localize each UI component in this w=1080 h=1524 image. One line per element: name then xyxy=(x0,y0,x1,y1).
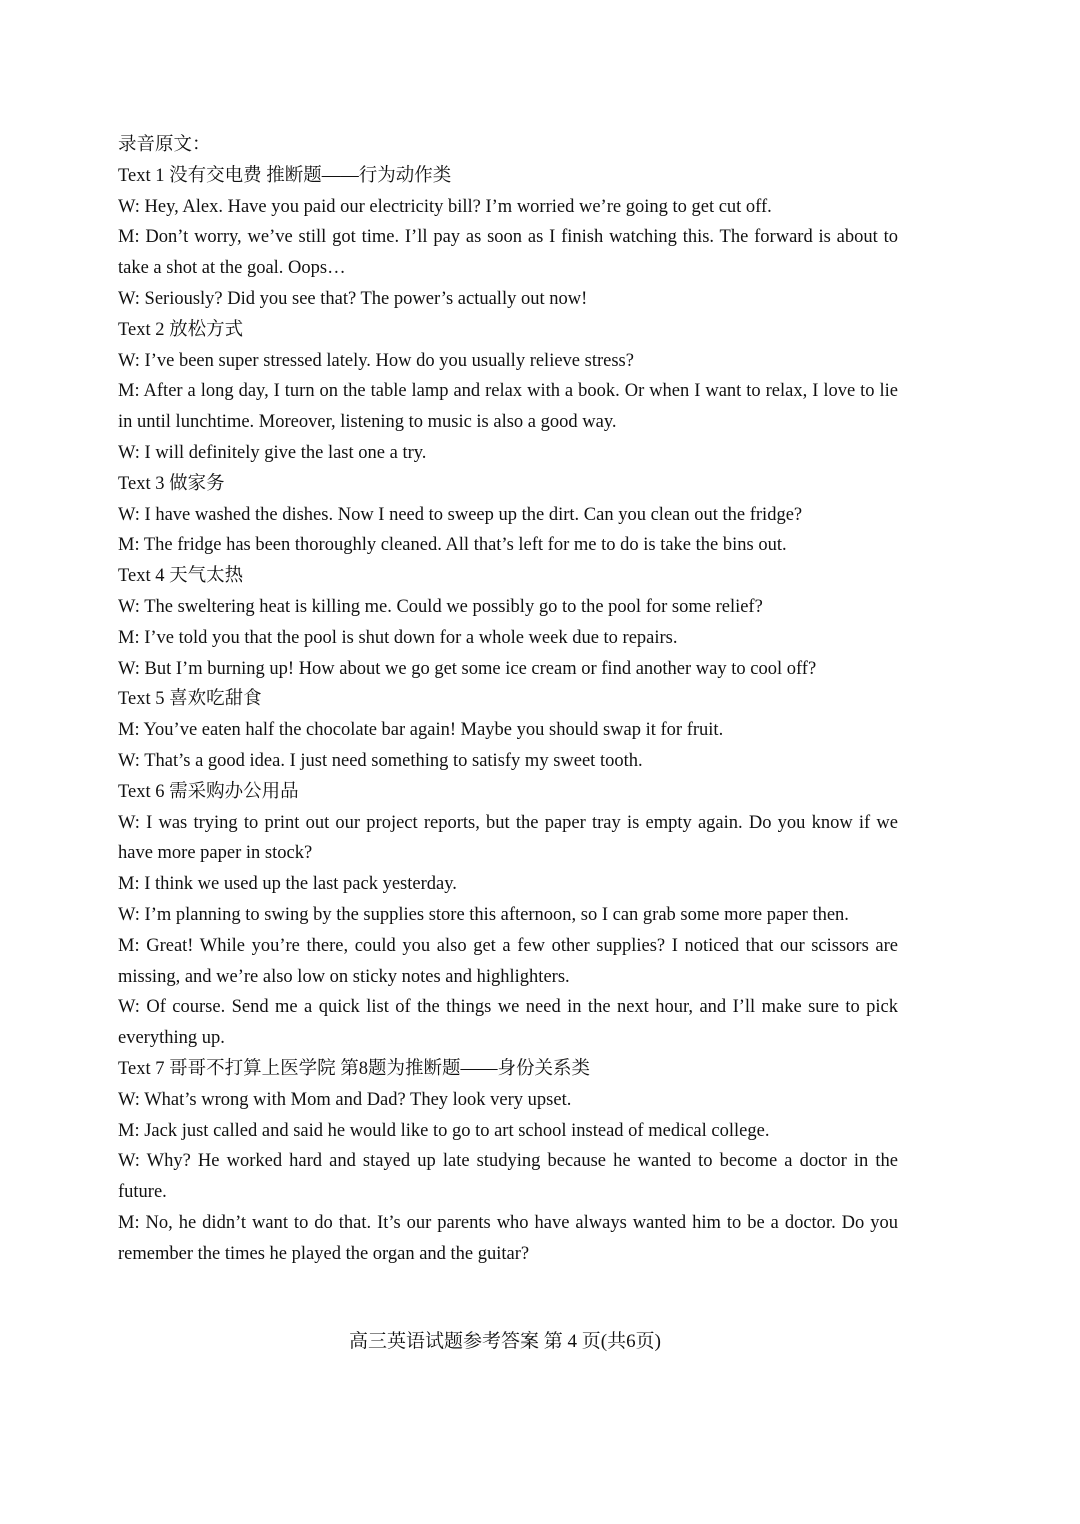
dialogue-line: W: I was trying to print out our project reports, but the paper tray is empty again. Do you know if we have more paper in stock? xyxy=(118,812,898,864)
transcript-heading: 录音原文： xyxy=(118,135,211,155)
dialogue-line: W: That’s a good idea. I just need something to satisfy my sweet tooth. xyxy=(118,750,643,771)
text-title: Text 2 放松方式 xyxy=(118,319,244,340)
text-title: Text 7 哥哥不打算上医学院 第8题为推断题——身份关系类 xyxy=(118,1058,590,1079)
dialogue-line: M: Great! While you’re there, could you also get a few other supplies? I noticed that our scissors are missing, and we’re also low on sticky notes and highlighters. xyxy=(118,935,898,987)
dialogue-line: M: Don’t worry, we’ve still got time. I’ll pay as soon as I finish watching this. The forward is about to take a shot at the goal. Oops… xyxy=(118,227,898,279)
text-title: Text 6 需采购办公用品 xyxy=(118,781,299,802)
dialogue-line: W: Of course. Send me a quick list of the things we need in the next hour, and I’ll make sure to pick everything up. xyxy=(118,997,898,1049)
dialogue-line: W: Why? He worked hard and stayed up late studying because he wanted to become a doctor in the future. xyxy=(118,1151,898,1203)
text-title: Text 1 没有交电费 推断题——行为动作类 xyxy=(118,165,452,186)
dialogue-line: M: After a long day, I turn on the table lamp and relax with a book. Or when I want to relax, I love to lie in until lunchtime. Moreover, listening to music is also a good way. xyxy=(118,381,898,433)
page-footer: 高三英语试题参考答案 第 4 页(共6页) xyxy=(349,1331,661,1352)
dialogue-line: M: No, he didn’t want to do that. It’s our parents who have always wanted him to be a doctor. Do you remember the times he played the organ and the guitar? xyxy=(118,1212,898,1264)
dialogue-line: W: Hey, Alex. Have you paid our electricity bill? I’m worried we’re going to get cut off. xyxy=(118,196,772,217)
dialogue-line: W: I will definitely give the last one a try. xyxy=(118,442,427,463)
dialogue-line: W: The sweltering heat is killing me. Could we possibly go to the pool for some relief? xyxy=(118,596,763,617)
text-title: Text 4 天气太热 xyxy=(118,566,244,587)
transcript xyxy=(118,130,898,1269)
dialogue-line: W: I’m planning to swing by the supplies store this afternoon, so I can grab some more paper then. xyxy=(118,904,849,925)
dialogue-line: M: I think we used up the last pack yesterday. xyxy=(118,874,457,895)
dialogue-line: W: I’ve been super stressed lately. How do you usually relieve stress? xyxy=(118,350,634,371)
dialogue-line: M: I’ve told you that the pool is shut down for a whole week due to repairs. xyxy=(118,627,678,648)
dialogue-line: M: Jack just called and said he would like to go to art school instead of medical college. xyxy=(118,1120,770,1141)
dialogue-line: W: Seriously? Did you see that? The power’s actually out now! xyxy=(118,288,588,309)
text-title: Text 5 喜欢吃甜食 xyxy=(118,689,262,710)
dialogue-line: W: I have washed the dishes. Now I need to sweep up the dirt. Can you clean out the fridge? xyxy=(118,504,803,525)
dialogue-line: W: But I’m burning up! How about we go get some ice cream or find another way to cool off? xyxy=(118,658,817,679)
dialogue-line: M: The fridge has been thoroughly cleaned. All that’s left for me to do is take the bins out. xyxy=(118,535,787,556)
dialogue-line: W: What’s wrong with Mom and Dad? They look very upset. xyxy=(118,1089,572,1110)
text-title: Text 3 做家务 xyxy=(118,473,225,494)
dialogue-line: M: You’ve eaten half the chocolate bar again! Maybe you should swap it for fruit. xyxy=(118,720,724,741)
